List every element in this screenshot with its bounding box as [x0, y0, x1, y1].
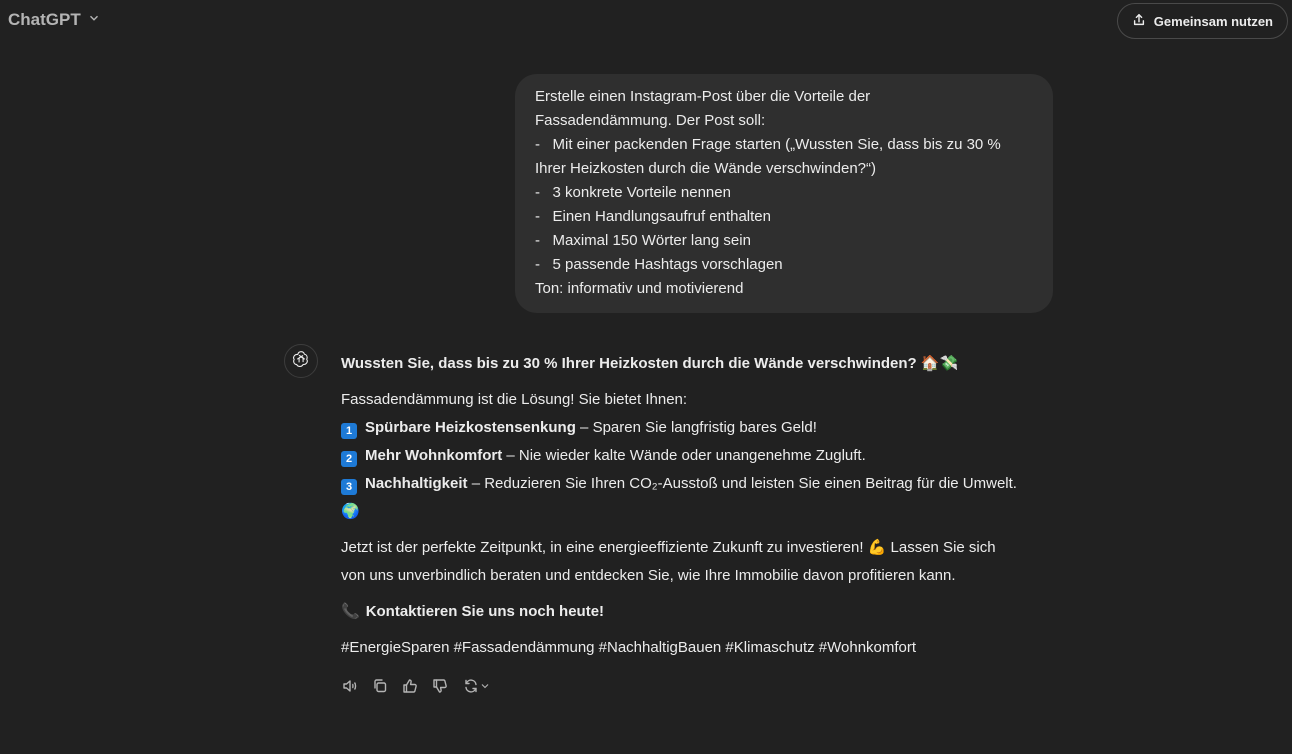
keycap-number-badge: 2	[341, 451, 357, 467]
user-message-line: - Einen Handlungsaufruf enthalten	[535, 208, 771, 225]
user-message-line: - 3 konkrete Vorteile nennen	[535, 184, 731, 201]
user-message-bubble	[515, 74, 1053, 313]
cta-paragraph	[341, 534, 1061, 590]
assistant-message	[341, 350, 1061, 670]
read-aloud-button[interactable]	[341, 677, 359, 699]
benefit-text: – Nie wieder kalte Wände oder unangenehme Zugluft.	[502, 447, 866, 464]
user-message-line: Fassadendämmung. Der Post soll:	[535, 112, 766, 129]
contact-line	[341, 598, 1061, 626]
cta-line-1: Jetzt ist der perfekte Zeitpunkt, in eine energieeffiziente Zukunft zu investieren! 💪 Lassen Sie sich	[341, 539, 996, 556]
phone-icon: 📞	[341, 603, 360, 620]
post-intro: Fassadendämmung ist die Lösung! Sie bietet Ihnen:	[341, 391, 688, 408]
regenerate-icon	[463, 678, 479, 699]
user-message-line: - Maximal 150 Wörter lang sein	[535, 232, 751, 249]
share-label: Gemeinsam nutzen	[1153, 13, 1273, 29]
benefit-item	[341, 442, 1061, 470]
thumbs-up-icon	[402, 678, 418, 699]
user-message-line: Ihrer Heizkosten durch die Wände verschwinden?“)	[535, 160, 876, 177]
model-label: ChatGPT	[8, 10, 81, 29]
benefit-item	[341, 470, 1061, 498]
thumbs-down-icon	[432, 678, 448, 699]
benefit-title: Nachhaltigkeit	[365, 475, 468, 492]
user-message-line: Ton: informativ und motivierend	[535, 280, 744, 297]
assistant-avatar	[284, 344, 318, 378]
contact-text: Kontaktieren Sie uns noch heute!	[365, 603, 605, 620]
regenerate-button[interactable]	[461, 677, 493, 699]
copy-button[interactable]	[371, 677, 389, 699]
benefit-item	[341, 414, 1061, 442]
keycap-number-badge: 3	[341, 479, 357, 495]
read-aloud-icon	[342, 678, 358, 699]
keycap-number-badge: 1	[341, 423, 357, 439]
hashtags: #EnergieSparen #Fassadendämmung #NachhaltigBauen #Klimaschutz #Wohnkomfort	[341, 639, 917, 656]
benefit-title: Spürbare Heizkostensenkung	[365, 419, 576, 436]
thumbs-down-button[interactable]	[431, 677, 449, 699]
chevron-down-icon	[87, 10, 101, 30]
globe-icon: 🌍	[341, 503, 360, 520]
chevron-down-icon	[479, 679, 491, 697]
benefit-text: – Reduzieren Sie Ihren CO₂-Ausstoß und leisten Sie einen Beitrag für die Umwelt.	[467, 475, 1017, 492]
benefit-text: – Sparen Sie langfristig bares Geld!	[575, 419, 817, 436]
copy-icon	[372, 678, 388, 699]
post-headline: Wussten Sie, dass bis zu 30 % Ihrer Heizkosten durch die Wände verschwinden? 🏠💸	[341, 355, 959, 372]
cta-line-2: von uns unverbindlich beraten und entdecken Sie, wie Ihre Immobilie davon profitieren kann.	[341, 567, 956, 584]
thumbs-up-button[interactable]	[401, 677, 419, 699]
user-message-line: - 5 passende Hashtags vorschlagen	[535, 256, 783, 273]
upload-icon	[1132, 13, 1146, 30]
message-actions	[341, 677, 493, 699]
share-button[interactable]	[1117, 3, 1288, 39]
top-bar	[0, 0, 1292, 46]
openai-logo-icon	[291, 349, 311, 374]
benefit-title: Mehr Wohnkomfort	[365, 447, 503, 464]
model-switcher[interactable]	[8, 10, 101, 30]
user-message-line: Erstelle einen Instagram-Post über die Vorteile der	[535, 88, 871, 105]
user-message-line: - Mit einer packenden Frage starten („Wussten Sie, dass bis zu 30 %	[535, 136, 1001, 153]
